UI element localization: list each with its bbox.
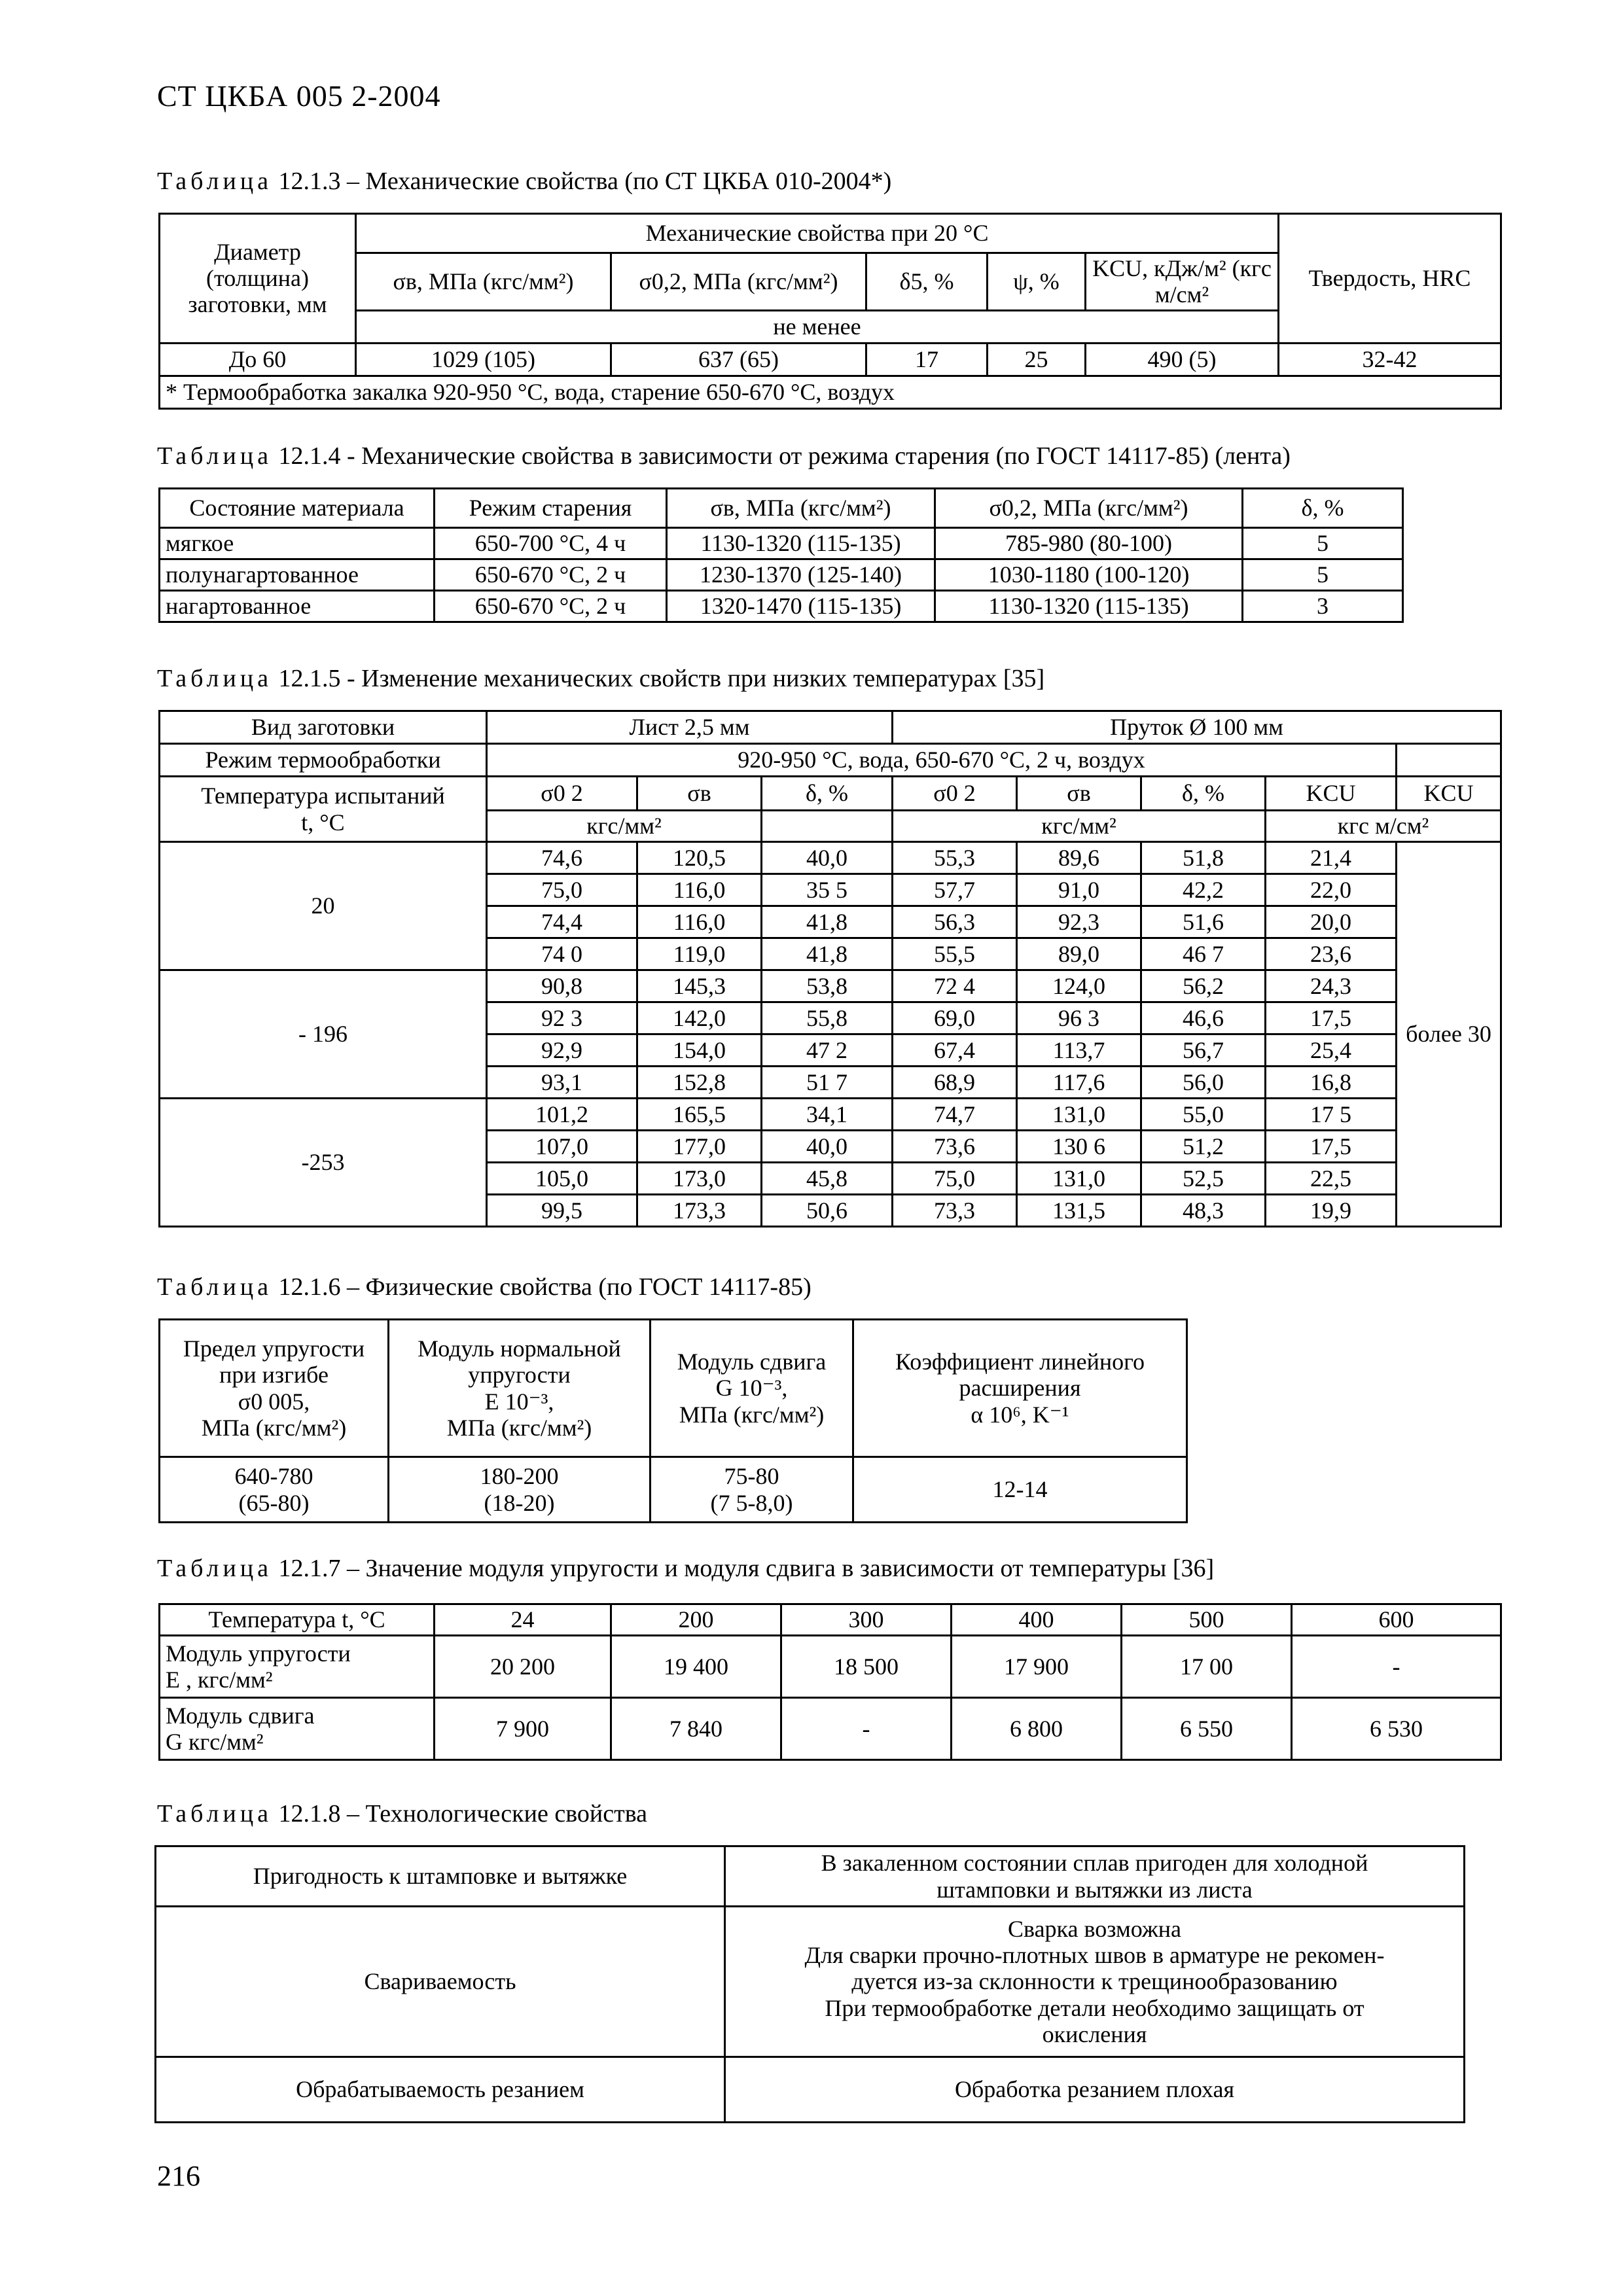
header-aging: Режим старения <box>435 489 667 528</box>
cell-line: дуется из-за склонности к трещинообразованию <box>851 1968 1338 1995</box>
table-cell: 650-670 °С, 2 ч <box>435 591 667 622</box>
cell-line: Сварка возможна <box>1008 1915 1181 1942</box>
table-cell: До 60 <box>160 343 356 376</box>
table-cell: 22,5 <box>1266 1163 1397 1195</box>
table-cell: 105,0 <box>487 1163 637 1195</box>
table-1213 <box>158 213 1502 410</box>
table-cell: 1130-1320 (115-135) <box>667 528 935 559</box>
table-cell: 74,4 <box>487 906 637 938</box>
header-normal-modulus <box>389 1320 651 1457</box>
caption-title: – Значение модуля упругости и модуля сдвига в зависимости от температуры [36] <box>347 1555 1215 1582</box>
table-cell: 6 530 <box>1292 1698 1501 1760</box>
table-cell: 119,0 <box>637 938 762 970</box>
header-temp-value: 500 <box>1122 1604 1292 1636</box>
table-cell <box>389 1457 651 1523</box>
header-line: Предел упругости <box>183 1335 365 1362</box>
table-cell: 90,8 <box>487 970 637 1002</box>
header-temperature: Температура t, °С <box>160 1604 435 1636</box>
cell-line: Для сварки прочно-плотных швов в арматуре не рекомен- <box>804 1942 1385 1969</box>
table-cell: 68,9 <box>893 1067 1017 1099</box>
table-cell: 56,2 <box>1141 970 1266 1002</box>
table-cell: 130 6 <box>1017 1131 1141 1163</box>
header-line: G 10⁻³, <box>715 1375 788 1402</box>
table-cell: 48,3 <box>1141 1195 1266 1227</box>
table-cell <box>651 1457 853 1523</box>
table-caption-1216 <box>157 1273 812 1301</box>
table-caption-1214 <box>157 442 1291 470</box>
table-cell: 650-700 °С, 4 ч <box>435 528 667 559</box>
table-cell: нагартованное <box>160 591 435 622</box>
row-key: Пригодность к штамповке и вытяжке <box>156 1846 725 1907</box>
header-line: Модуль сдвига <box>677 1349 827 1375</box>
header-sigma-b: σв <box>1017 777 1141 811</box>
table-cell: 490 (5) <box>1086 343 1279 376</box>
table-cell: 785-980 (80-100) <box>935 528 1243 559</box>
caption-number: 12.1.6 <box>278 1273 341 1301</box>
table-cell: 56,3 <box>893 906 1017 938</box>
table-cell: 101,2 <box>487 1099 637 1131</box>
table-cell: 7 840 <box>611 1698 781 1760</box>
header-temp-value: 300 <box>781 1604 952 1636</box>
caption-title: – Технологические свойства <box>347 1800 647 1828</box>
table-cell: 56,0 <box>1141 1067 1266 1099</box>
caption-prefix: Таблица <box>157 1800 273 1828</box>
table-cell: 51 7 <box>762 1067 893 1099</box>
table-cell: 131,0 <box>1017 1163 1141 1195</box>
header-temp-value: 24 <box>435 1604 611 1636</box>
table-row <box>160 1698 1501 1760</box>
table-cell: 7 900 <box>435 1698 611 1760</box>
cell-line: G кгс/мм² <box>166 1729 264 1755</box>
table-cell: 131,0 <box>1017 1099 1141 1131</box>
table-row <box>160 591 1403 622</box>
header-elastic-limit <box>160 1320 389 1457</box>
table-cell: 51,2 <box>1141 1131 1266 1163</box>
table-cell: 1230-1370 (125-140) <box>667 559 935 591</box>
row-label-e-modulus <box>160 1636 435 1698</box>
row-key: Обрабатываемость резанием <box>156 2057 725 2123</box>
header-line: МПа (кгс/мм²) <box>446 1414 592 1441</box>
table-cell: 154,0 <box>637 1034 762 1067</box>
table-row <box>156 1907 1465 2057</box>
table-cell: 6 800 <box>952 1698 1122 1760</box>
table-cell: 24,3 <box>1266 970 1397 1002</box>
table-cell: 46,6 <box>1141 1002 1266 1034</box>
caption-prefix: Таблица <box>157 1273 273 1301</box>
table-cell: 99,5 <box>487 1195 637 1227</box>
header-kcu: KCU <box>1266 777 1397 811</box>
header-sigma-b: σв, МПа (кгс/мм²) <box>356 253 611 311</box>
header-test-temp-unit: t, °С <box>301 809 345 836</box>
table-1216 <box>158 1318 1188 1523</box>
header-line: E 10⁻³, <box>484 1388 554 1415</box>
table-cell: 42,2 <box>1141 874 1266 906</box>
table-cell: 55,5 <box>893 938 1017 970</box>
caption-number: 12.1.7 <box>278 1555 341 1582</box>
table-cell: 74,7 <box>893 1099 1017 1131</box>
header-line: σ0 005, <box>238 1388 310 1415</box>
header-state: Состояние материала <box>160 489 435 528</box>
table-cell: 55,8 <box>762 1002 893 1034</box>
table-cell: 57,7 <box>893 874 1017 906</box>
table-cell: 34,1 <box>762 1099 893 1131</box>
row-label-g-modulus <box>160 1698 435 1760</box>
table-cell: 650-670 °С, 2 ч <box>435 559 667 591</box>
table-cell: 75,0 <box>487 874 637 906</box>
table-cell: - <box>1292 1636 1501 1698</box>
blank-cell <box>1397 744 1501 777</box>
row-value <box>725 1907 1465 2057</box>
header-diameter: Диаметр (толщина) заготовки, мм <box>160 214 356 344</box>
header-unit-kgs: кгс/мм² <box>487 811 762 842</box>
header-sigma-b: σв <box>637 777 762 811</box>
table-cell: 12-14 <box>853 1457 1187 1523</box>
header-delta: δ, % <box>762 777 893 811</box>
cell-line: 640-780 <box>234 1463 313 1490</box>
table-cell: 92 3 <box>487 1002 637 1034</box>
table-cell: 91,0 <box>1017 874 1141 906</box>
cell-line: 180-200 <box>480 1463 559 1490</box>
caption-title: – Физические свойства (по ГОСТ 14117-85) <box>347 1273 812 1301</box>
header-not-less: не менее <box>356 310 1279 343</box>
table-row <box>156 2057 1465 2123</box>
table-cell: 3 <box>1243 591 1403 622</box>
table-row <box>160 1636 1501 1698</box>
cell-line: При термообработке детали необходимо защищать от <box>825 1994 1364 2021</box>
kcu-value: более 30 <box>1397 842 1501 1227</box>
table-cell: 20 200 <box>435 1636 611 1698</box>
cell-line: (18-20) <box>484 1489 555 1516</box>
header-test-temp-label: Температура испытаний <box>201 783 445 809</box>
table-caption-1217 <box>157 1554 1214 1583</box>
cell-line: 75-80 <box>724 1463 779 1490</box>
table-cell: 5 <box>1243 528 1403 559</box>
table-cell: 19 400 <box>611 1636 781 1698</box>
test-temperature: -253 <box>160 1099 487 1227</box>
table-cell: 32-42 <box>1279 343 1501 376</box>
table-cell: 1320-1470 (115-135) <box>667 591 935 622</box>
header-sigma-02: σ0 2 <box>893 777 1017 811</box>
table-cell: 46 7 <box>1141 938 1266 970</box>
table-cell: 21,4 <box>1266 842 1397 874</box>
table-cell: 17 <box>866 343 988 376</box>
header-psi: ψ, % <box>988 253 1086 311</box>
caption-title: - Механические свойства в зависимости от режима старения (по ГОСТ 14117-85) (лента) <box>347 442 1291 470</box>
table-cell: 5 <box>1243 559 1403 591</box>
table-cell: мягкое <box>160 528 435 559</box>
table-cell: полунагартованное <box>160 559 435 591</box>
table-cell: 17 900 <box>952 1636 1122 1698</box>
table-cell: 17 5 <box>1266 1099 1397 1131</box>
table-cell: 41,8 <box>762 906 893 938</box>
table-cell: 17,5 <box>1266 1002 1397 1034</box>
table-row <box>160 842 1501 874</box>
header-line: расширения <box>959 1375 1081 1402</box>
table-cell: 89,6 <box>1017 842 1141 874</box>
header-sigma-b: σв, МПа (кгс/мм²) <box>667 489 935 528</box>
header-expansion-coef <box>853 1320 1187 1457</box>
table-cell: 23,6 <box>1266 938 1397 970</box>
row-value <box>725 2057 1465 2123</box>
table-cell: 16,8 <box>1266 1067 1397 1099</box>
caption-number: 12.1.5 <box>278 665 341 692</box>
table-cell: 72 4 <box>893 970 1017 1002</box>
table-cell: 124,0 <box>1017 970 1141 1002</box>
table-cell: 93,1 <box>487 1067 637 1099</box>
table-cell: 69,0 <box>893 1002 1017 1034</box>
table-cell: 173,0 <box>637 1163 762 1195</box>
table-cell: 73,6 <box>893 1131 1017 1163</box>
table-cell: 120,5 <box>637 842 762 874</box>
caption-number: 12.1.4 <box>278 442 341 470</box>
caption-prefix: Таблица <box>157 1555 273 1582</box>
table-cell: 52,5 <box>1141 1163 1266 1195</box>
header-temp-value: 200 <box>611 1604 781 1636</box>
table-cell: 20,0 <box>1266 906 1397 938</box>
table-cell: 25,4 <box>1266 1034 1397 1067</box>
table-cell: 6 550 <box>1122 1698 1292 1760</box>
header-line: МПа (кгс/мм²) <box>201 1414 347 1441</box>
table-cell: 107,0 <box>487 1131 637 1163</box>
header-kcu: KCU <box>1397 777 1501 811</box>
table-cell <box>160 1457 389 1523</box>
table-cell: 74 0 <box>487 938 637 970</box>
table-cell: 35 5 <box>762 874 893 906</box>
cell-line: (7 5-8,0) <box>710 1489 793 1516</box>
table-cell: 113,7 <box>1017 1034 1141 1067</box>
header-hardness: Твердость, HRC <box>1279 214 1501 344</box>
table-cell: 1130-1320 (115-135) <box>935 591 1243 622</box>
header-temp-value: 600 <box>1292 1604 1501 1636</box>
table-cell: 19,9 <box>1266 1195 1397 1227</box>
heat-treatment-value: 920-950 °С, вода, 650-670 °С, 2 ч, воздух <box>487 744 1397 777</box>
caption-title: - Изменение механических свойств при низких температурах [35] <box>347 665 1045 692</box>
header-line: упругости <box>468 1362 571 1388</box>
table-cell: 152,8 <box>637 1067 762 1099</box>
header-line: Коэффициент линейного <box>895 1349 1145 1375</box>
table-cell: 92,3 <box>1017 906 1141 938</box>
cell-line: Модуль упругости <box>166 1640 351 1667</box>
header-test-temp <box>160 777 487 842</box>
table-cell: 73,3 <box>893 1195 1017 1227</box>
cell-line: E , кгс/мм² <box>166 1667 273 1693</box>
cell-line: В закаленном состоянии сплав пригоден для холодной <box>821 1850 1368 1877</box>
table-cell: 41,8 <box>762 938 893 970</box>
header-sigma-02: σ0,2, МПа (кгс/мм²) <box>611 253 866 311</box>
caption-title: – Механические свойства (по СТ ЦКБА 010-2004*) <box>347 168 892 195</box>
table-cell: 117,6 <box>1017 1067 1141 1099</box>
table-cell: 56,7 <box>1141 1034 1266 1067</box>
page-number: 216 <box>157 2160 200 2192</box>
header-delta: δ, % <box>1141 777 1266 811</box>
table-row <box>156 1846 1465 1907</box>
header-line: α 10⁶, K⁻¹ <box>971 1401 1069 1428</box>
header-shear-modulus <box>651 1320 853 1457</box>
table-cell: 1030-1180 (100-120) <box>935 559 1243 591</box>
table-cell: 165,5 <box>637 1099 762 1131</box>
table-cell: 45,8 <box>762 1163 893 1195</box>
header-temp-value: 400 <box>952 1604 1122 1636</box>
row-key: Свариваемость <box>156 1907 725 2057</box>
table-caption-1218 <box>157 1799 647 1828</box>
table-cell: 145,3 <box>637 970 762 1002</box>
table-cell: 131,5 <box>1017 1195 1141 1227</box>
table-cell: 177,0 <box>637 1131 762 1163</box>
table-cell: 74,6 <box>487 842 637 874</box>
table-cell: 75,0 <box>893 1163 1017 1195</box>
table-cell: 40,0 <box>762 1131 893 1163</box>
cell-line: Модуль сдвига <box>166 1702 315 1729</box>
test-temperature: - 196 <box>160 970 487 1099</box>
table-cell: 18 500 <box>781 1636 952 1698</box>
header-line: при изгибе <box>219 1362 329 1388</box>
header-sheet: Лист 2,5 мм <box>487 711 893 744</box>
table-cell: 17,5 <box>1266 1131 1397 1163</box>
test-temperature: 20 <box>160 842 487 970</box>
cell-line: штамповки и вытяжки из листа <box>936 1876 1253 1903</box>
header-unit-kgs: кгс/мм² <box>893 811 1266 842</box>
table-row <box>160 970 1501 1002</box>
caption-prefix: Таблица <box>157 442 273 470</box>
header-line: МПа (кгс/мм²) <box>679 1401 825 1428</box>
header-line: Модуль нормальной <box>418 1335 621 1362</box>
header-sigma-02: σ0 2 <box>487 777 637 811</box>
table-row <box>160 559 1403 591</box>
header-bar: Пруток Ø 100 мм <box>893 711 1501 744</box>
table-cell: 55,0 <box>1141 1099 1266 1131</box>
table-cell: 1029 (105) <box>356 343 611 376</box>
table-caption-1215 <box>157 664 1044 693</box>
table-cell: 51,8 <box>1141 842 1266 874</box>
header-mech-props: Механические свойства при 20 °С <box>356 214 1279 253</box>
table-cell: 40,0 <box>762 842 893 874</box>
blank-cell <box>762 811 893 842</box>
table-cell: 96 3 <box>1017 1002 1141 1034</box>
table-cell: 89,0 <box>1017 938 1141 970</box>
table-cell: 51,6 <box>1141 906 1266 938</box>
table-1218 <box>154 1845 1465 2123</box>
caption-number: 12.1.3 <box>278 168 341 195</box>
table-cell: 116,0 <box>637 906 762 938</box>
table-cell: 50,6 <box>762 1195 893 1227</box>
table-1214 <box>158 487 1404 623</box>
table-cell: 637 (65) <box>611 343 866 376</box>
table-cell: 22,0 <box>1266 874 1397 906</box>
table-cell: 173,3 <box>637 1195 762 1227</box>
table-footnote: * Термообработка закалка 920-950 °С, вода, старение 650-670 °С, воздух <box>160 376 1501 408</box>
header-sigma-02: σ0,2, МПа (кгс/мм²) <box>935 489 1243 528</box>
table-cell: 25 <box>988 343 1086 376</box>
table-cell: 17 00 <box>1122 1636 1292 1698</box>
table-caption-1213 <box>157 167 891 196</box>
table-cell: 53,8 <box>762 970 893 1002</box>
table-cell: 47 2 <box>762 1034 893 1067</box>
cell-line: Обработка резанием плохая <box>954 2076 1235 2103</box>
caption-prefix: Таблица <box>157 665 273 692</box>
table-cell: 92,9 <box>487 1034 637 1067</box>
page-header: СТ ЦКБА 005 2-2004 <box>157 79 441 113</box>
header-blank-type: Вид заготовки <box>160 711 487 744</box>
row-value <box>725 1846 1465 1907</box>
table-cell: 55,3 <box>893 842 1017 874</box>
cell-line: (65-80) <box>238 1489 310 1516</box>
header-kcu: KCU, кДж/м² (кгс м/см² <box>1086 253 1279 311</box>
header-delta: δ, % <box>1243 489 1403 528</box>
table-cell: 67,4 <box>893 1034 1017 1067</box>
table-cell: - <box>781 1698 952 1760</box>
table-cell: 142,0 <box>637 1002 762 1034</box>
header-heat-treatment: Режим термообработки <box>160 744 487 777</box>
table-1217 <box>158 1603 1502 1761</box>
table-1215 <box>158 710 1502 1227</box>
header-delta5: δ5, % <box>866 253 988 311</box>
table-cell: 116,0 <box>637 874 762 906</box>
cell-line: окисления <box>1042 2021 1147 2047</box>
header-unit-kgsm: кгс м/см² <box>1266 811 1501 842</box>
table-row <box>160 1099 1501 1131</box>
caption-prefix: Таблица <box>157 168 273 195</box>
caption-number: 12.1.8 <box>278 1800 341 1828</box>
table-row <box>160 528 1403 559</box>
